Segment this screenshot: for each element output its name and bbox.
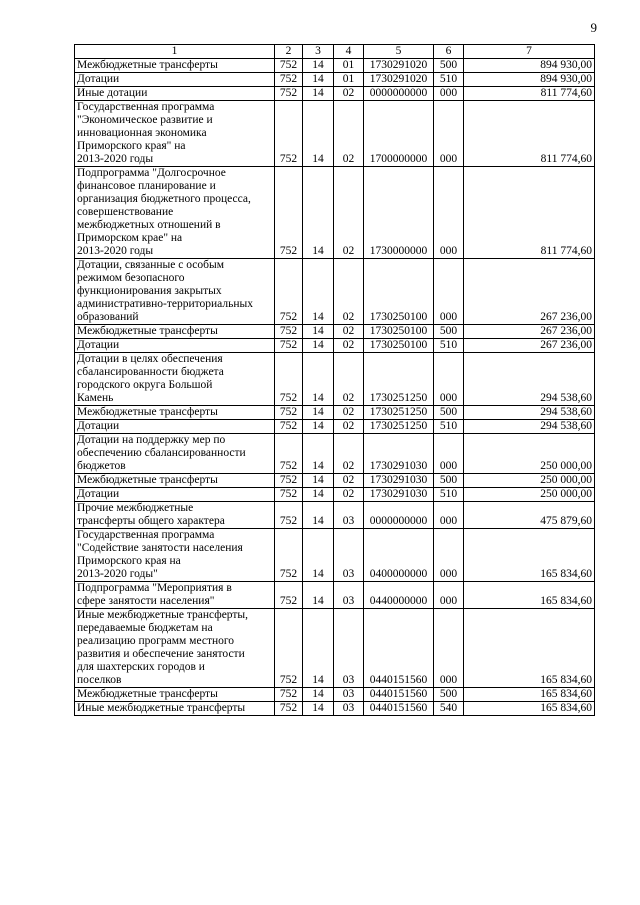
- row-code-3-cell: 14: [303, 167, 334, 259]
- row-code-3-cell: 14: [303, 582, 334, 609]
- row-name-cell: Дотации в целях обеспечения сбалансированности бюджета городского округа Большой Камень: [75, 353, 275, 406]
- table-row: [75, 73, 595, 87]
- table-row: [75, 582, 595, 609]
- page-number: 9: [590, 20, 597, 35]
- table-row: [75, 529, 595, 582]
- row-code-2-cell: 752: [275, 73, 303, 87]
- row-code-4-cell: 02: [334, 406, 364, 420]
- row-code-4-cell: 03: [334, 702, 364, 716]
- row-code-4-cell: 03: [334, 502, 364, 529]
- row-amount-cell: 811 774,60: [464, 101, 595, 167]
- row-code-6-cell: 000: [434, 609, 464, 688]
- row-name-cell: Иные межбюджетные трансферты: [75, 702, 275, 716]
- row-code-5-cell: 0440000000: [364, 582, 434, 609]
- row-amount-cell: 811 774,60: [464, 167, 595, 259]
- row-code-5-cell: 0440151560: [364, 688, 434, 702]
- row-amount-cell: 267 236,00: [464, 339, 595, 353]
- header-cell-1: 1: [75, 45, 275, 59]
- table-body: [75, 59, 595, 716]
- table-row: [75, 353, 595, 406]
- row-code-6-cell: 500: [434, 59, 464, 73]
- row-code-3-cell: 14: [303, 339, 334, 353]
- row-code-6-cell: 500: [434, 474, 464, 488]
- row-code-3-cell: 14: [303, 406, 334, 420]
- row-code-6-cell: 000: [434, 101, 464, 167]
- table-row: [75, 420, 595, 434]
- row-name-cell: Дотации: [75, 339, 275, 353]
- row-code-3-cell: 14: [303, 502, 334, 529]
- table-row: [75, 688, 595, 702]
- row-code-3-cell: 14: [303, 87, 334, 101]
- row-code-4-cell: 01: [334, 59, 364, 73]
- row-name-cell: Иные межбюджетные трансферты, передаваемые бюджетам на реализацию программ местного развития и обеспечение занятости для шахтерских городов и поселков: [75, 609, 275, 688]
- row-code-4-cell: 02: [334, 101, 364, 167]
- row-amount-cell: 475 879,60: [464, 502, 595, 529]
- row-code-6-cell: 000: [434, 259, 464, 325]
- row-code-2-cell: 752: [275, 325, 303, 339]
- row-code-6-cell: 000: [434, 502, 464, 529]
- row-code-3-cell: 14: [303, 434, 334, 474]
- row-name-cell: Дотации на поддержку мер по обеспечению сбалансированности бюджетов: [75, 434, 275, 474]
- row-name-cell: Подпрограмма "Долгосрочное финансовое планирование и организация бюджетного процесса, совершенствование межбюджетных отношений в Приморском крае" на 2013-2020 годы: [75, 167, 275, 259]
- row-amount-cell: 267 236,00: [464, 259, 595, 325]
- row-name-cell: Дотации: [75, 73, 275, 87]
- row-code-5-cell: 0000000000: [364, 502, 434, 529]
- row-name-cell: Межбюджетные трансферты: [75, 474, 275, 488]
- row-amount-cell: 294 538,60: [464, 406, 595, 420]
- row-code-2-cell: 752: [275, 339, 303, 353]
- row-code-4-cell: 02: [334, 259, 364, 325]
- row-name-cell: Государственная программа "Экономическое развитие и инновационная экономика Приморского края" на 2013-2020 годы: [75, 101, 275, 167]
- row-code-3-cell: 14: [303, 59, 334, 73]
- row-code-6-cell: 510: [434, 488, 464, 502]
- row-code-5-cell: 1730251250: [364, 353, 434, 406]
- row-code-4-cell: 02: [334, 353, 364, 406]
- row-code-3-cell: 14: [303, 325, 334, 339]
- row-name-cell: Межбюджетные трансферты: [75, 688, 275, 702]
- row-code-6-cell: 000: [434, 167, 464, 259]
- row-code-5-cell: 1730251250: [364, 406, 434, 420]
- row-code-4-cell: 02: [334, 488, 364, 502]
- row-name-cell: Межбюджетные трансферты: [75, 59, 275, 73]
- row-code-2-cell: 752: [275, 529, 303, 582]
- row-code-4-cell: 01: [334, 73, 364, 87]
- row-name-cell: Межбюджетные трансферты: [75, 406, 275, 420]
- row-code-2-cell: 752: [275, 688, 303, 702]
- row-code-6-cell: 000: [434, 87, 464, 101]
- row-code-2-cell: 752: [275, 59, 303, 73]
- row-code-2-cell: 752: [275, 434, 303, 474]
- row-name-cell: Межбюджетные трансферты: [75, 325, 275, 339]
- header-cell-2: 2: [275, 45, 303, 59]
- row-name-cell: Дотации, связанные с особым режимом безопасного функционирования закрытых административно-территориальных образований: [75, 259, 275, 325]
- row-name-cell: Государственная программа "Содействие занятости населения Приморского края на 2013-2020 годы": [75, 529, 275, 582]
- row-code-5-cell: 0000000000: [364, 87, 434, 101]
- row-amount-cell: 165 834,60: [464, 529, 595, 582]
- row-amount-cell: 165 834,60: [464, 609, 595, 688]
- row-amount-cell: 165 834,60: [464, 702, 595, 716]
- row-name-cell: Иные дотации: [75, 87, 275, 101]
- row-code-6-cell: 510: [434, 73, 464, 87]
- row-code-5-cell: 0400000000: [364, 529, 434, 582]
- row-code-4-cell: 03: [334, 582, 364, 609]
- row-code-2-cell: 752: [275, 406, 303, 420]
- row-code-2-cell: 752: [275, 474, 303, 488]
- row-code-2-cell: 752: [275, 582, 303, 609]
- table-row: [75, 87, 595, 101]
- row-code-5-cell: 0440151560: [364, 609, 434, 688]
- table-row: [75, 325, 595, 339]
- row-code-3-cell: 14: [303, 259, 334, 325]
- table-row: [75, 702, 595, 716]
- row-amount-cell: 894 930,00: [464, 59, 595, 73]
- row-code-4-cell: 02: [334, 434, 364, 474]
- header-cell-6: 6: [434, 45, 464, 59]
- table-row: [75, 339, 595, 353]
- row-code-3-cell: 14: [303, 73, 334, 87]
- row-code-5-cell: 1730000000: [364, 167, 434, 259]
- row-code-2-cell: 752: [275, 101, 303, 167]
- row-code-3-cell: 14: [303, 101, 334, 167]
- row-code-6-cell: 510: [434, 339, 464, 353]
- row-amount-cell: 811 774,60: [464, 87, 595, 101]
- row-code-4-cell: 02: [334, 339, 364, 353]
- table-row: [75, 101, 595, 167]
- header-row: [75, 45, 595, 59]
- row-code-2-cell: 752: [275, 353, 303, 406]
- row-amount-cell: 250 000,00: [464, 488, 595, 502]
- row-code-6-cell: 500: [434, 325, 464, 339]
- row-code-2-cell: 752: [275, 488, 303, 502]
- row-code-6-cell: 000: [434, 434, 464, 474]
- row-code-4-cell: 02: [334, 420, 364, 434]
- table-row: [75, 609, 595, 688]
- row-code-2-cell: 752: [275, 702, 303, 716]
- row-name-cell: Подпрограмма "Мероприятия в сфере занятости населения": [75, 582, 275, 609]
- header-cell-3: 3: [303, 45, 334, 59]
- budget-table: [74, 44, 595, 716]
- row-code-3-cell: 14: [303, 488, 334, 502]
- row-code-5-cell: 1730250100: [364, 339, 434, 353]
- row-code-6-cell: 000: [434, 582, 464, 609]
- row-amount-cell: 165 834,60: [464, 688, 595, 702]
- row-amount-cell: 294 538,60: [464, 353, 595, 406]
- table-row: [75, 502, 595, 529]
- row-code-2-cell: 752: [275, 609, 303, 688]
- row-amount-cell: 165 834,60: [464, 582, 595, 609]
- row-code-5-cell: 1730251250: [364, 420, 434, 434]
- table-row: [75, 259, 595, 325]
- row-code-5-cell: 1730291020: [364, 59, 434, 73]
- row-code-4-cell: 02: [334, 325, 364, 339]
- row-code-3-cell: 14: [303, 529, 334, 582]
- table-row: [75, 434, 595, 474]
- row-code-2-cell: 752: [275, 87, 303, 101]
- row-code-6-cell: 500: [434, 406, 464, 420]
- row-amount-cell: 250 000,00: [464, 434, 595, 474]
- row-code-3-cell: 14: [303, 474, 334, 488]
- row-code-3-cell: 14: [303, 420, 334, 434]
- header-cell-7: 7: [464, 45, 595, 59]
- row-code-6-cell: 540: [434, 702, 464, 716]
- row-code-4-cell: 02: [334, 87, 364, 101]
- row-code-5-cell: 0440151560: [364, 702, 434, 716]
- row-code-4-cell: 02: [334, 167, 364, 259]
- row-code-4-cell: 03: [334, 688, 364, 702]
- table-row: [75, 406, 595, 420]
- header-cell-5: 5: [364, 45, 434, 59]
- row-code-2-cell: 752: [275, 167, 303, 259]
- row-code-3-cell: 14: [303, 609, 334, 688]
- row-amount-cell: 894 930,00: [464, 73, 595, 87]
- row-code-6-cell: 000: [434, 529, 464, 582]
- row-code-5-cell: 1730291030: [364, 474, 434, 488]
- row-code-3-cell: 14: [303, 702, 334, 716]
- row-code-6-cell: 000: [434, 353, 464, 406]
- row-code-6-cell: 510: [434, 420, 464, 434]
- row-code-2-cell: 752: [275, 420, 303, 434]
- row-code-4-cell: 03: [334, 529, 364, 582]
- row-code-5-cell: 1730250100: [364, 259, 434, 325]
- row-code-6-cell: 500: [434, 688, 464, 702]
- table-row: [75, 474, 595, 488]
- row-code-5-cell: 1700000000: [364, 101, 434, 167]
- row-code-5-cell: 1730291030: [364, 488, 434, 502]
- row-code-2-cell: 752: [275, 502, 303, 529]
- table-row: [75, 59, 595, 73]
- table-row: [75, 167, 595, 259]
- row-name-cell: Прочие межбюджетные трансферты общего характера: [75, 502, 275, 529]
- row-amount-cell: 250 000,00: [464, 474, 595, 488]
- row-code-5-cell: 1730291020: [364, 73, 434, 87]
- row-code-3-cell: 14: [303, 688, 334, 702]
- row-name-cell: Дотации: [75, 420, 275, 434]
- table-row: [75, 488, 595, 502]
- row-name-cell: Дотации: [75, 488, 275, 502]
- row-code-4-cell: 03: [334, 609, 364, 688]
- row-amount-cell: 294 538,60: [464, 420, 595, 434]
- row-code-5-cell: 1730250100: [364, 325, 434, 339]
- row-amount-cell: 267 236,00: [464, 325, 595, 339]
- row-code-3-cell: 14: [303, 353, 334, 406]
- header-cell-4: 4: [334, 45, 364, 59]
- row-code-4-cell: 02: [334, 474, 364, 488]
- row-code-2-cell: 752: [275, 259, 303, 325]
- row-code-5-cell: 1730291030: [364, 434, 434, 474]
